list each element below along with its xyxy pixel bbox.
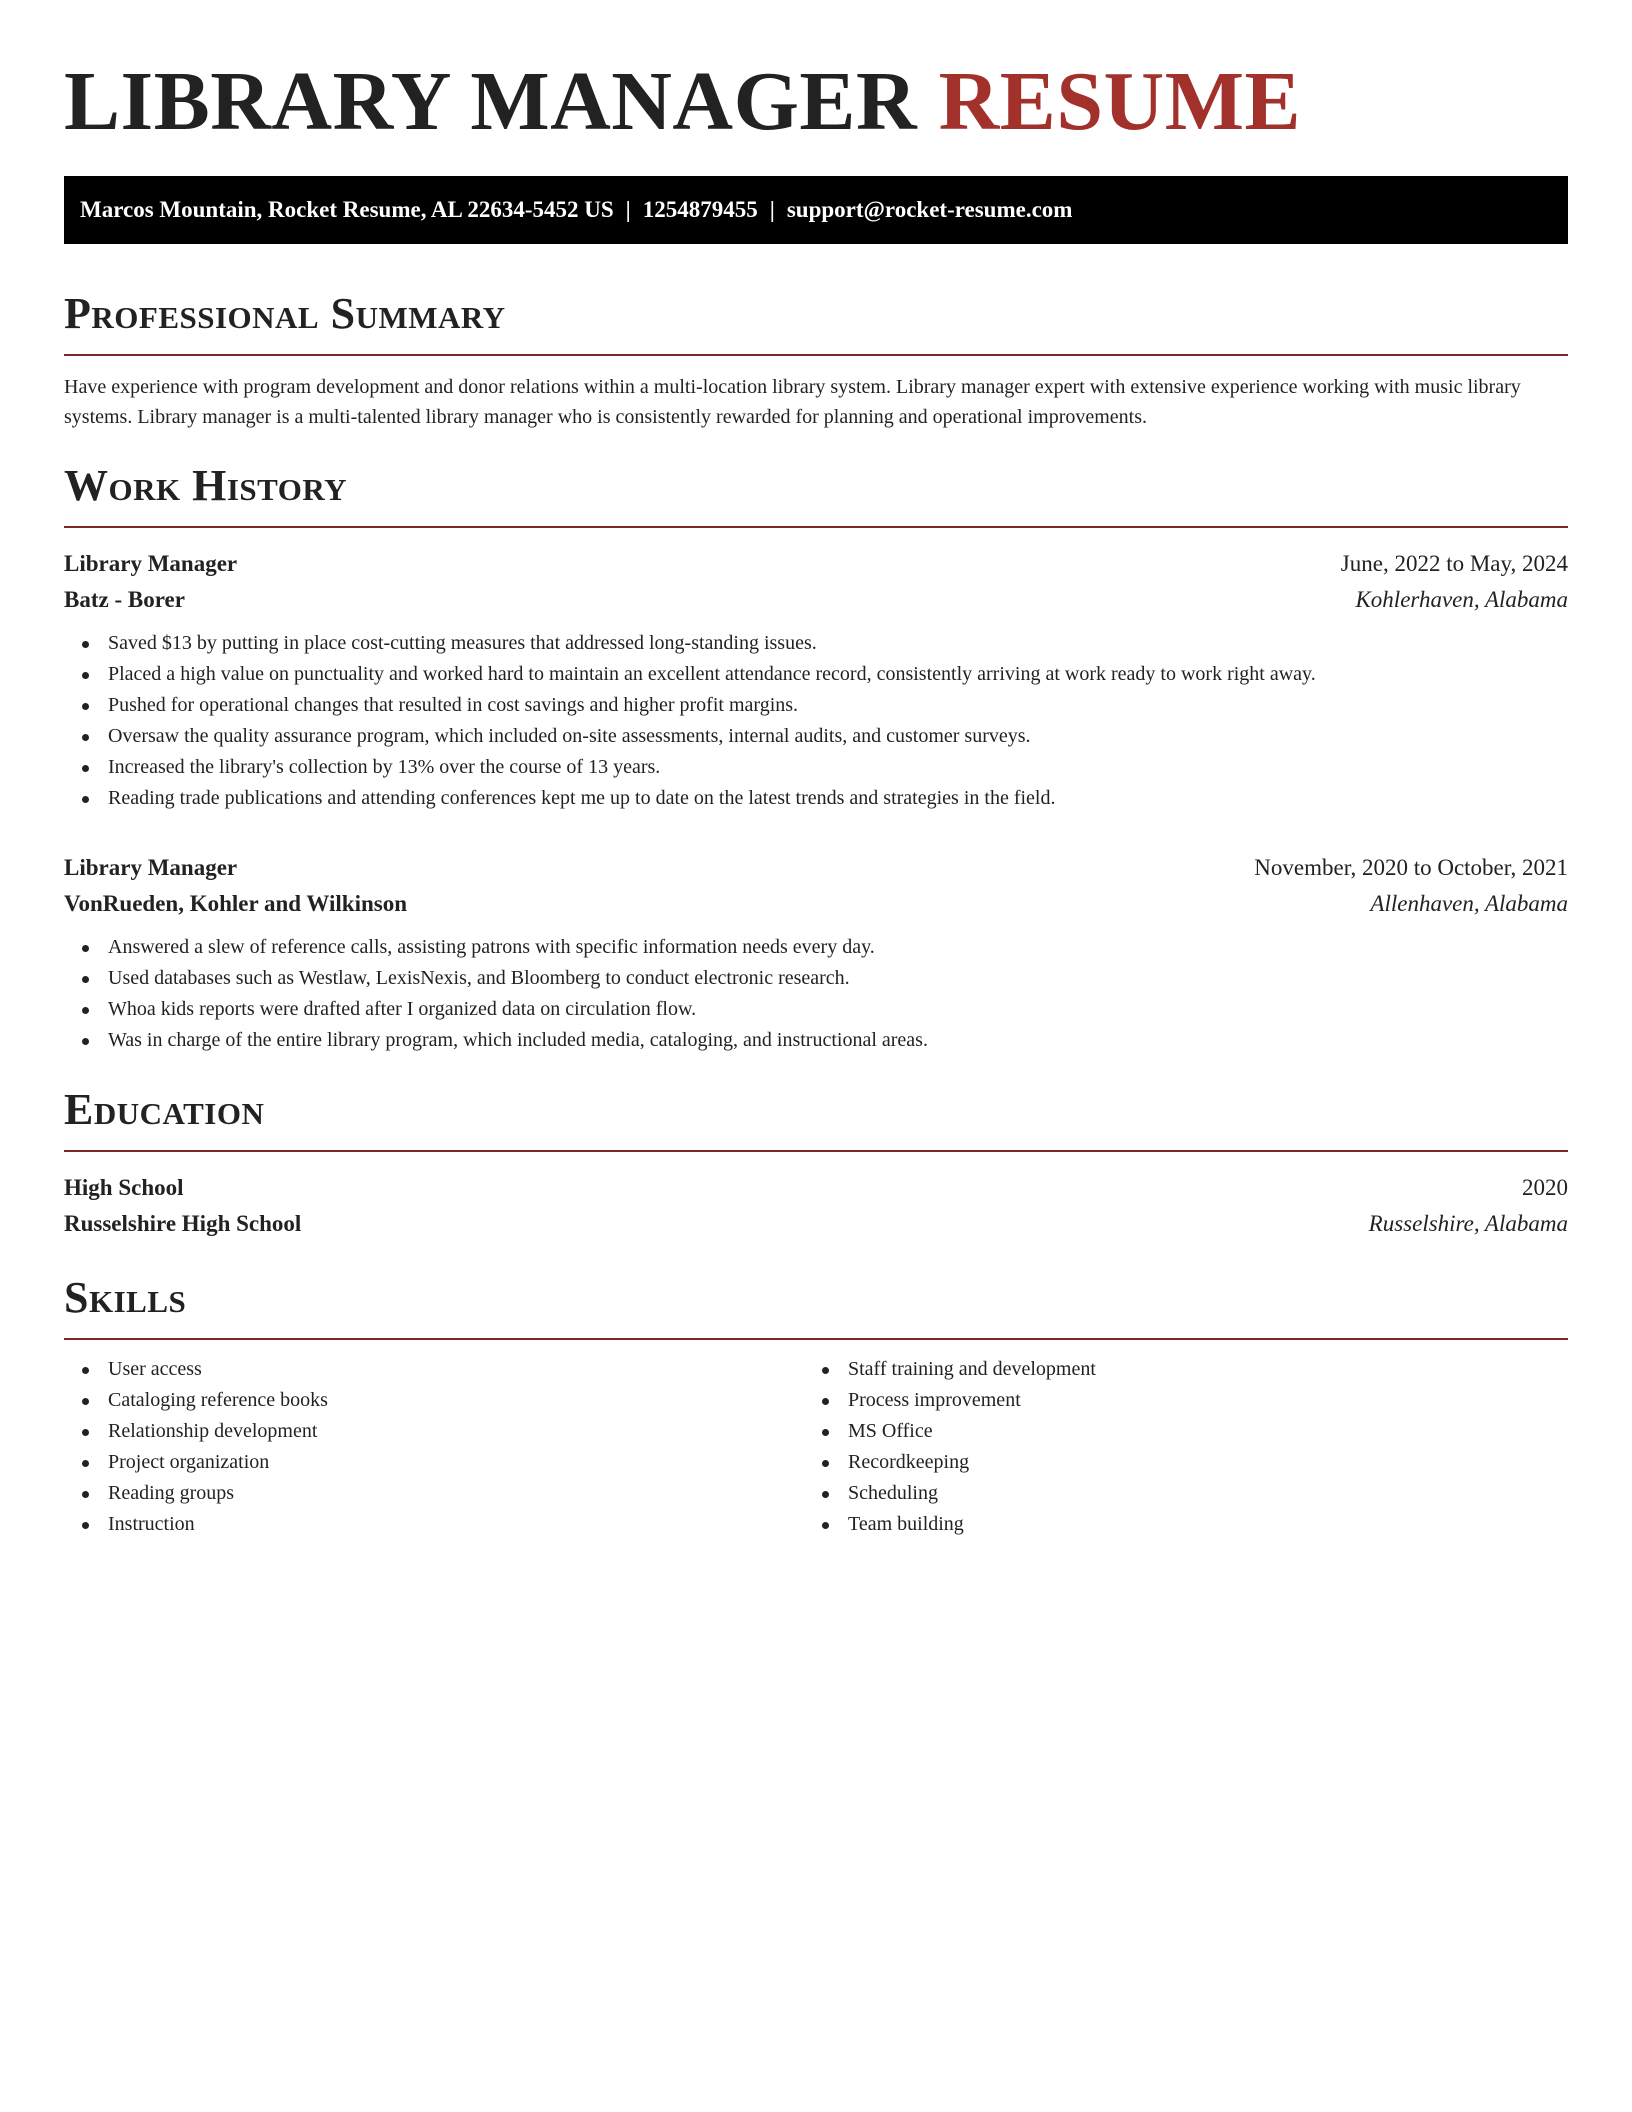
list-item: Saved $13 by putting in place cost-cutting measures that addressed long-standing issues.: [64, 628, 1568, 659]
job-title: Library Manager: [64, 551, 238, 576]
skills-list-right: [804, 1354, 1544, 1540]
job-entry: [64, 850, 1568, 1056]
list-item: Placed a high value on punctuality and worked hard to maintain an excellent attendance record, consistently arriving at work ready to work right away.: [64, 659, 1568, 690]
contact-bar: [64, 176, 1568, 244]
education-heading: Education: [64, 1085, 265, 1134]
skills-column-right: [804, 1354, 1544, 1540]
section-divider: [64, 1338, 1568, 1340]
education-school: Russelshire High School: [64, 1211, 302, 1236]
contact-address: Marcos Mountain, Rocket Resume, AL 22634-5452 US: [80, 197, 614, 222]
job-dates: November, 2020 to October, 2021: [1254, 855, 1568, 880]
skill-item: Recordkeeping: [804, 1447, 1544, 1478]
skills-section: [64, 1270, 1568, 1540]
work-history-section: [64, 458, 1568, 1056]
resume-title: [64, 0, 1568, 152]
resume-title-accent: RESUME: [938, 55, 1302, 148]
job-location: Kohlerhaven, Alabama: [1355, 587, 1568, 612]
list-item: Reading trade publications and attending conferences kept me up to date on the latest trends and strategies in the field.: [64, 783, 1568, 814]
job-dates: June, 2022 to May, 2024: [1340, 551, 1568, 576]
education-degree: High School: [64, 1175, 184, 1200]
list-item: Pushed for operational changes that resulted in cost savings and higher profit margins.: [64, 690, 1568, 721]
section-divider: [64, 354, 1568, 356]
list-item: Whoa kids reports were drafted after I organized data on circulation flow.: [64, 994, 1568, 1025]
education-entry: [64, 1170, 1568, 1242]
work-history-heading: Work History: [64, 461, 348, 510]
skills-heading: Skills: [64, 1273, 187, 1322]
skills-grid: [64, 1354, 1568, 1540]
list-item: Increased the library's collection by 13% over the course of 13 years.: [64, 752, 1568, 783]
job-entry: [64, 546, 1568, 814]
skill-item: Staff training and development: [804, 1354, 1544, 1385]
job-header-row: [64, 850, 1568, 886]
skill-item: Project organization: [64, 1447, 804, 1478]
education-location: Russelshire, Alabama: [1368, 1211, 1568, 1236]
skill-item: Instruction: [64, 1509, 804, 1540]
skill-item: Team building: [804, 1509, 1544, 1540]
job-title: Library Manager: [64, 855, 238, 880]
list-item: Oversaw the quality assurance program, which included on-site assessments, internal audits, and customer surveys.: [64, 721, 1568, 752]
education-section: [64, 1082, 1568, 1242]
list-item: Was in charge of the entire library program, which included media, cataloging, and instructional areas.: [64, 1025, 1568, 1056]
education-school-row: [64, 1206, 1568, 1242]
job-company: Batz - Borer: [64, 587, 185, 612]
skill-item: User access: [64, 1354, 804, 1385]
contact-separator: |: [769, 197, 775, 222]
skills-list-left: [64, 1354, 804, 1540]
skill-item: Relationship development: [64, 1416, 804, 1447]
job-header-row: [64, 546, 1568, 582]
job-bullets: [64, 628, 1568, 814]
job-bullets: [64, 932, 1568, 1056]
skill-item: MS Office: [804, 1416, 1544, 1447]
job-company-row: [64, 886, 1568, 922]
summary-text: Have experience with program development and donor relations within a multi-location library system. Library manager expert with extensive experience working with music library systems. Library manager is a multi-talented library manager who is consistently rewarded for planning and operational improvements.: [64, 376, 1521, 428]
resume-title-main: LIBRARY MANAGER: [64, 55, 918, 148]
section-divider: [64, 1150, 1568, 1152]
job-company-row: [64, 582, 1568, 618]
contact-separator: |: [625, 197, 631, 222]
list-item: Answered a slew of reference calls, assisting patrons with specific information needs every day.: [64, 932, 1568, 963]
summary-heading: Professional Summary: [64, 289, 506, 338]
education-header-row: [64, 1170, 1568, 1206]
skill-item: Cataloging reference books: [64, 1385, 804, 1416]
list-item: Used databases such as Westlaw, LexisNexis, and Bloomberg to conduct electronic research.: [64, 963, 1568, 994]
job-location: Allenhaven, Alabama: [1370, 891, 1568, 916]
skill-item: Scheduling: [804, 1478, 1544, 1509]
section-divider: [64, 526, 1568, 528]
skill-item: Process improvement: [804, 1385, 1544, 1416]
skills-column-left: [64, 1354, 804, 1540]
skill-item: Reading groups: [64, 1478, 804, 1509]
resume-page: [64, 0, 1568, 1540]
job-company: VonRueden, Kohler and Wilkinson: [64, 891, 408, 916]
contact-email: support@rocket-resume.com: [786, 197, 1073, 222]
education-year: 2020: [1522, 1175, 1568, 1200]
contact-phone: 1254879455: [642, 197, 758, 222]
summary-section: [64, 286, 1568, 432]
